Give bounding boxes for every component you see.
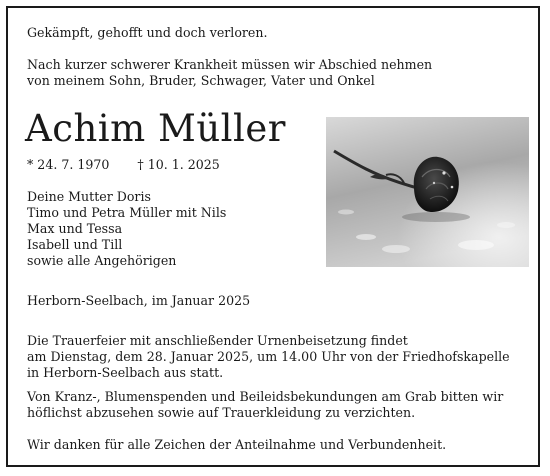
funeral-line: Die Trauerfeier mit anschließender Urnenbeisetzung findet bbox=[27, 333, 408, 348]
birth-date: * 24. 7. 1970 bbox=[27, 157, 110, 172]
rose-icon bbox=[326, 117, 529, 267]
rose-photo bbox=[326, 117, 529, 267]
family-member: sowie alle Angehörigen bbox=[27, 253, 177, 268]
family-member: Max und Tessa bbox=[27, 221, 123, 236]
intro-line-1: Nach kurzer schwerer Krankheit müssen wir Abschied nehmen bbox=[27, 57, 433, 72]
request-line: Von Kranz-, Blumenspenden und Beileidsbekundungen am Grab bitten wir bbox=[27, 389, 504, 404]
intro-line-2: von meinem Sohn, Bruder, Schwager, Vater und Onkel bbox=[27, 73, 375, 88]
funeral-paragraph bbox=[27, 333, 510, 381]
request-line: höflichst abzusehen sowie auf Trauerkleidung zu verzichten. bbox=[27, 405, 416, 420]
family-member: Timo und Petra Müller mit Nils bbox=[27, 205, 227, 220]
deceased-name: Achim Müller bbox=[25, 107, 286, 150]
death-date: † 10. 1. 2025 bbox=[137, 157, 220, 172]
thanks-line: Wir danken für alle Zeichen der Anteilnahme und Verbundenheit. bbox=[27, 437, 447, 452]
opening-line: Gekämpft, gehofft und doch verloren. bbox=[27, 25, 268, 40]
life-dates bbox=[27, 157, 220, 173]
funeral-line: in Herborn-Seelbach aus statt. bbox=[27, 365, 224, 380]
request-paragraph bbox=[27, 389, 503, 421]
funeral-line: am Dienstag, dem 28. Januar 2025, um 14.00 Uhr von der Friedhofskapelle bbox=[27, 349, 510, 364]
family-member: Isabell und Till bbox=[27, 237, 123, 252]
obituary-notice bbox=[6, 6, 540, 467]
family-list bbox=[27, 189, 226, 269]
place-date: Herborn-Seelbach, im Januar 2025 bbox=[27, 293, 251, 308]
family-member: Deine Mutter Doris bbox=[27, 189, 151, 204]
